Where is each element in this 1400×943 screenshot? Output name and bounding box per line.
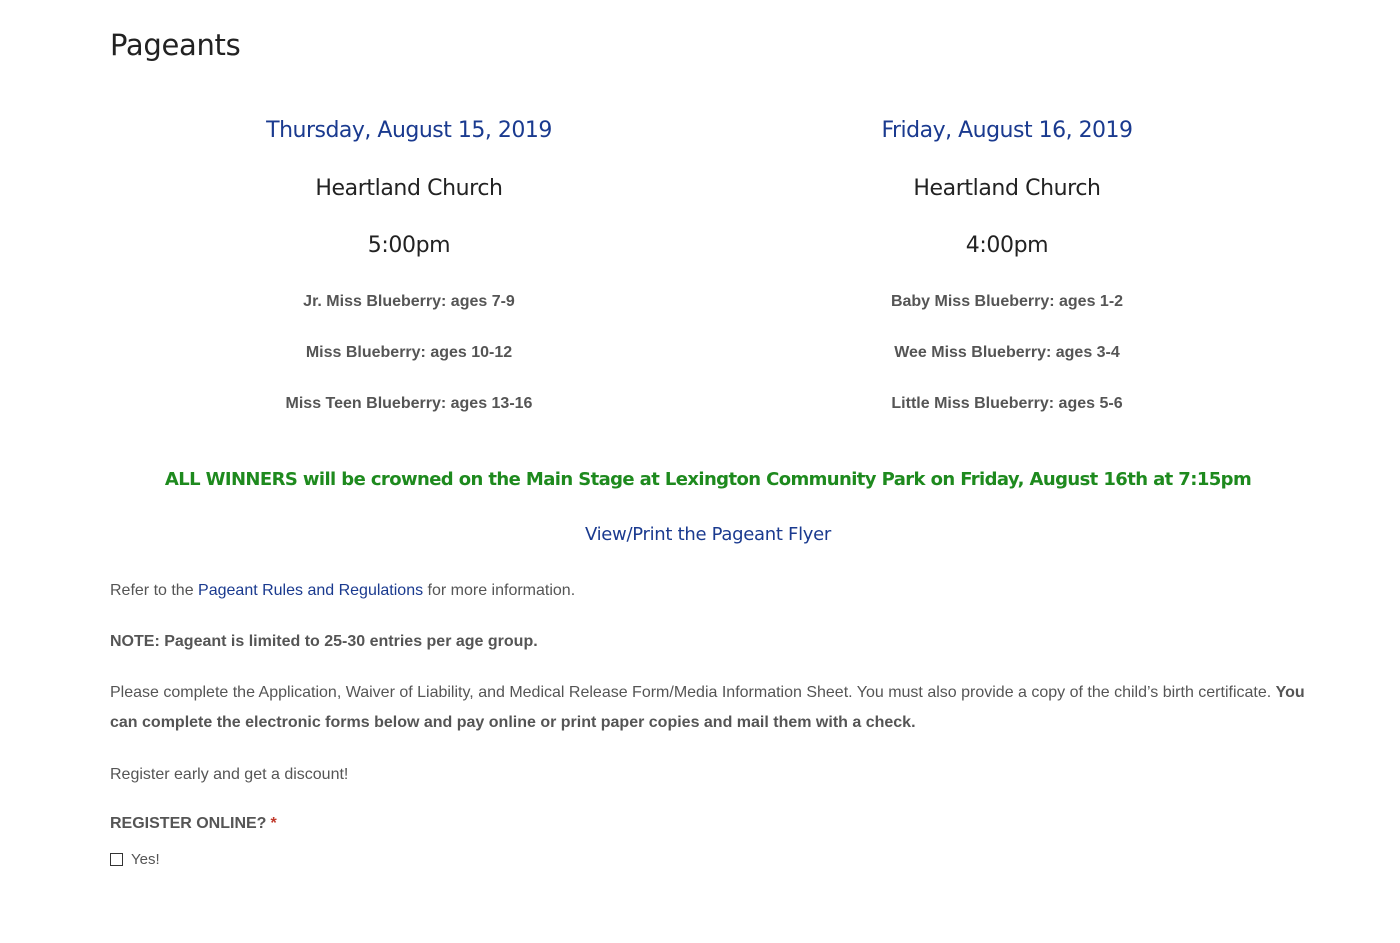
division-item: Wee Miss Blueberry: ages 3-4 — [894, 344, 1120, 361]
register-yes-label: Yes! — [131, 851, 160, 868]
rules-prefix: Refer to the — [110, 582, 199, 599]
register-label-text: REGISTER ONLINE? — [110, 815, 267, 832]
forms-text: Please complete the Application, Waiver of Liability, and Medical Release Form/Media Information Sheet. You must also provide a copy of the child’s birth certificate. — [110, 684, 1276, 701]
rules-suffix: for more information. — [423, 582, 576, 599]
register-yes-checkbox[interactable] — [110, 853, 123, 866]
day-venue: Heartland Church — [315, 176, 503, 201]
day-date: Friday, August 16, 2019 — [881, 118, 1133, 143]
division-item: Baby Miss Blueberry: ages 1-2 — [890, 293, 1124, 310]
division-item: Little Miss Blueberry: ages 5-6 — [891, 395, 1123, 412]
division-item: Miss Teen Blueberry: ages 13-16 — [285, 395, 533, 412]
rules-paragraph — [110, 576, 575, 606]
required-mark: * — [270, 815, 277, 832]
register-yes-option[interactable] — [110, 851, 160, 868]
pageant-rules-link[interactable]: Pageant Rules and Regulations — [198, 582, 424, 599]
forms-paragraph — [110, 678, 1305, 738]
entry-limit-note: NOTE: Pageant is limited to 25-30 entries per age group. — [110, 633, 538, 650]
day-venue: Heartland Church — [913, 176, 1101, 201]
page-title: Pageants — [110, 28, 241, 62]
division-item: Jr. Miss Blueberry: ages 7-9 — [303, 293, 515, 310]
forms-bold-text: You can complete the electronic forms below and pay online or print paper copies and mail them with a check. — [110, 684, 1305, 731]
winners-notice: ALL WINNERS will be crowned on the Main Stage at Lexington Community Park on Friday, August 16th at 7:15pm — [164, 469, 1252, 490]
pageant-flyer-link[interactable]: View/Print the Pageant Flyer — [584, 524, 832, 545]
division-item: Miss Blueberry: ages 10-12 — [305, 344, 513, 361]
early-discount-text: Register early and get a discount! — [110, 766, 349, 783]
day-time: 5:00pm — [367, 233, 451, 258]
day-time: 4:00pm — [965, 233, 1049, 258]
register-online-label — [110, 815, 277, 833]
day-date: Thursday, August 15, 2019 — [266, 118, 552, 143]
